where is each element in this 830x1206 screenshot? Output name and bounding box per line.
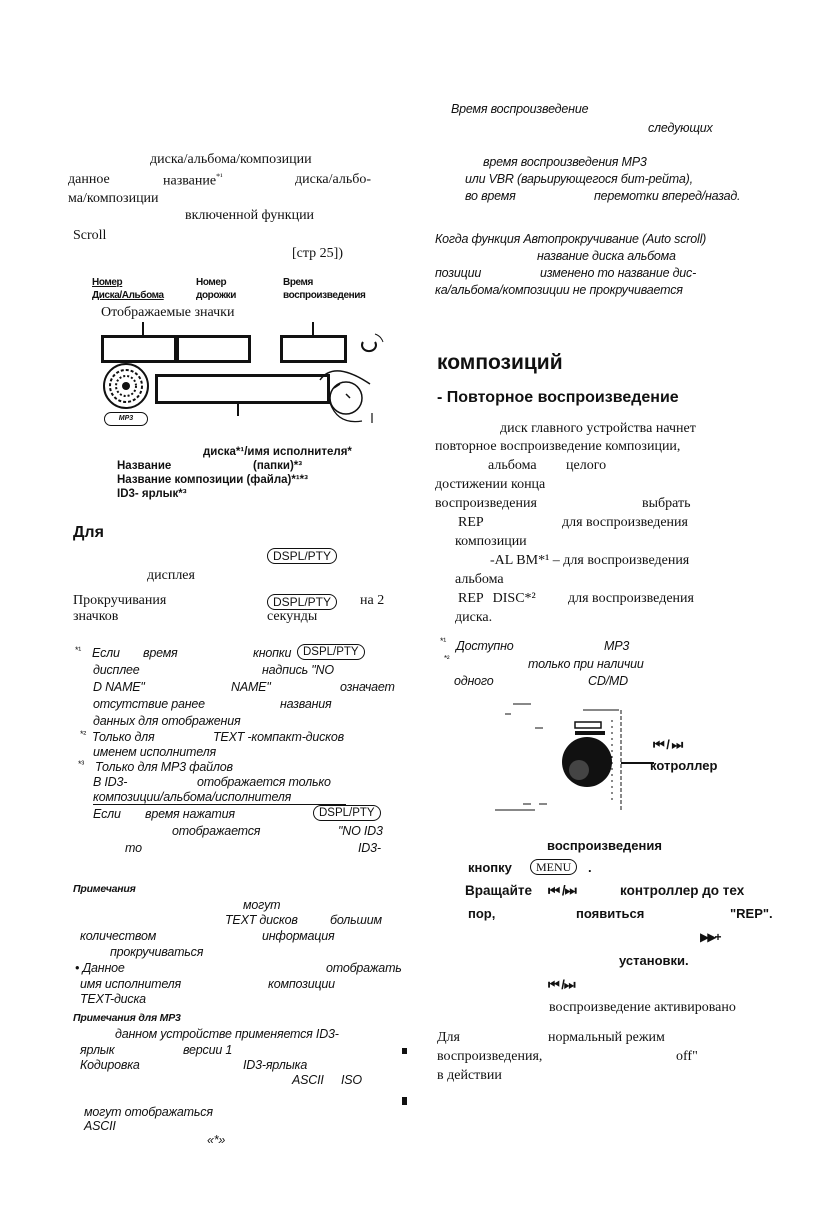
intro-line: диска/альбома/композиции — [150, 152, 312, 167]
label-play-time: Время воспроизведения — [283, 277, 366, 301]
step-text: появиться — [576, 906, 645, 921]
body-text: off" — [676, 1049, 698, 1064]
body-text: воспроизведения — [435, 496, 537, 511]
prev-next-icon: ⏮ /⏭ — [548, 977, 575, 992]
body-text: значков — [73, 609, 119, 624]
caption-id3-tag: ID3- ярлык*³ — [117, 488, 187, 500]
step-text: воспроизведение активировано — [549, 1000, 736, 1015]
note-text: Время воспроизведение — [451, 102, 589, 116]
footnote-text: "NO ID3 — [338, 824, 383, 838]
footnote-text: ID3- — [358, 841, 381, 855]
subsection-title: - Повторное воспроизведение — [437, 389, 679, 406]
repeat-option: REP DISC*² — [458, 591, 536, 606]
body-text: для воспроизведения — [562, 515, 688, 530]
dspl-pty-button[interactable]: DSPL/PTY — [297, 644, 365, 660]
intro-line: название$^{*^1}$ — [163, 172, 223, 189]
step-text: кнопку — [468, 860, 512, 875]
mp3-notes-text: «*» — [207, 1133, 226, 1147]
caption-title: Название — [117, 460, 172, 472]
page-reference: [стр 25]) — [292, 246, 343, 261]
note-text: или VBR (варьирующегося бит-рейта), — [465, 172, 693, 186]
dspl-pty-button[interactable]: DSPL/PTY — [313, 805, 381, 821]
mp3-notes-text: данном устройстве применяется ID3- — [115, 1027, 339, 1041]
footnote-text: CD/MD — [588, 674, 628, 688]
intro-line: включенной функции — [185, 208, 315, 223]
mp3-notes-text: ярлык — [80, 1043, 115, 1057]
body-text: повторное воспроизведение композиции, — [435, 439, 681, 454]
footnote-text: отображается — [172, 824, 261, 838]
footnote-text: отображается только — [197, 775, 331, 789]
mp3-notes-text: ID3-ярлыка — [243, 1058, 308, 1072]
body-text: композиции — [455, 534, 527, 549]
intro-line: данное — [68, 172, 110, 187]
notes-heading: Примечания — [73, 883, 136, 895]
repeat-option: -AL BM*¹ – для воспроизведения — [490, 553, 690, 568]
notes-text: TEXT дисков — [225, 913, 298, 927]
dspl-pty-button[interactable]: DSPL/PTY — [267, 594, 337, 610]
controller-label: котроллер — [650, 758, 718, 773]
mp3-notes-text: версии 1 — [183, 1043, 233, 1057]
notes-text: TEXT-диска — [80, 992, 146, 1006]
leader-line — [142, 322, 144, 336]
body-text: достижении конца — [435, 477, 546, 492]
caption-track-title: Название композиции (файла)*¹*³ — [117, 474, 308, 486]
control-knob-icon — [310, 358, 380, 430]
caption-disc-artist: диска*¹/имя исполнителя* — [203, 446, 352, 458]
body-text: Для — [437, 1030, 460, 1045]
label-track-number: Номер дорожки — [196, 277, 236, 301]
footnote-text: одного — [454, 674, 494, 688]
body-text: альбома — [455, 572, 504, 587]
notes-text: • Данное — [75, 961, 125, 975]
footnote-text: надпись "NO — [262, 663, 334, 677]
body-text: в действии — [437, 1068, 502, 1083]
step-text: пор, — [468, 906, 496, 921]
prev-next-icon: ⏮ / ⏭ — [653, 737, 683, 752]
body-text: дисплея — [147, 568, 195, 583]
body-text: диска. — [455, 610, 493, 625]
mp3-badge: MP3 — [104, 412, 148, 426]
notes-text: могут — [243, 898, 281, 912]
rep-indicator: "REP". — [730, 906, 773, 921]
footnote-text: В ID3- — [93, 775, 128, 789]
section-title: композиций — [437, 351, 563, 374]
margin-mark — [402, 1097, 407, 1105]
notes-text: количеством — [80, 929, 157, 943]
mp3-notes-heading: Примечания для MP3 — [73, 1012, 181, 1024]
footnote-text: Если — [93, 807, 121, 821]
repeat-option: REP — [458, 515, 484, 530]
body-text: целого — [566, 458, 607, 473]
note-text: следующих — [648, 121, 713, 135]
step-text: установки. — [619, 953, 689, 968]
body-text: выбрать — [642, 496, 691, 511]
step-text: воспроизведения — [547, 838, 662, 853]
prev-next-icon: ⏮ /⏭ — [548, 883, 576, 898]
icons-caption: Отображаемые значки — [101, 305, 235, 320]
footnote-text: то — [125, 841, 142, 855]
notes-text: имя исполнителя — [80, 977, 181, 991]
footnote-marker: *² — [444, 654, 450, 663]
intro-line: Scroll — [73, 228, 107, 243]
menu-button[interactable]: MENU — [530, 859, 577, 875]
footnote-text: MP3 — [604, 639, 630, 653]
text-display — [155, 374, 330, 404]
head-unit-illustration — [495, 700, 635, 818]
fast-forward-icon: ▶▶+ — [700, 930, 720, 944]
footnote-marker: *¹ — [75, 645, 82, 655]
footnote-text: время нажатия — [145, 807, 235, 821]
intro-line: диска/альбо- — [295, 172, 372, 187]
leader-line — [312, 322, 314, 336]
notes-text: информация — [262, 929, 335, 943]
note-text: во время — [465, 189, 516, 203]
footnote-text: Только для MP3 файлов — [95, 760, 233, 774]
section-heading: Для — [73, 524, 104, 541]
footnote-text: Доступно — [456, 639, 514, 653]
notes-text: отображать — [326, 961, 402, 975]
caption-folder: (папки)*³ — [253, 460, 303, 472]
body-text: Прокручивания — [73, 593, 167, 608]
power-icon — [355, 330, 385, 360]
body-text: альбома — [488, 458, 537, 473]
footnote-text: NAME" — [231, 680, 271, 694]
footnote-text: время — [143, 646, 178, 660]
step-text: Вращайте — [465, 883, 532, 898]
note-text: перемотки вперед/назад. — [594, 189, 741, 203]
label-disc-album: Номер Диска/Альбома — [92, 277, 164, 301]
footnote-marker: *¹ — [440, 636, 447, 646]
notes-text: большим — [330, 913, 382, 927]
footnote-text: именем исполнителя — [93, 745, 216, 759]
mp3-notes-text: ASCII — [84, 1119, 116, 1133]
note-text: Когда функция Автопрокручивание (Auto scroll) — [435, 232, 707, 246]
intro-line: ма/композиции — [68, 191, 159, 206]
mp3-notes-text: ASCII — [292, 1073, 324, 1087]
disc-icon — [100, 362, 160, 412]
body-text: для воспроизведения — [568, 591, 694, 606]
note-text: позиции — [435, 266, 482, 280]
mp3-notes-text: могут отображаться — [84, 1105, 213, 1119]
body-text: нормальный режим — [548, 1030, 665, 1045]
step-text: . — [588, 860, 592, 875]
step-text: контроллер до тех — [620, 883, 745, 898]
footnote-text: названия — [280, 697, 332, 711]
note-text: название диска альбома — [537, 249, 676, 263]
footnote-text: отсутствие ранее — [93, 697, 205, 711]
body-text: секунды — [267, 609, 318, 624]
footnote-text: Если — [92, 646, 120, 660]
footnote-text: данных для отображения — [93, 714, 241, 728]
note-text: изменено то название дис- — [540, 266, 697, 280]
disc-number-display — [101, 335, 177, 363]
notes-text: композиции — [268, 977, 335, 991]
margin-mark — [402, 1048, 407, 1054]
footnote-text: кнопки — [253, 646, 292, 660]
footnote-text: Только для — [92, 730, 155, 744]
footnote-text: только при наличии — [528, 657, 644, 671]
notes-text: прокручиваться — [110, 945, 204, 959]
note-text: ка/альбома/композиции не прокручивается — [435, 283, 683, 297]
track-number-display — [176, 335, 251, 363]
mp3-notes-text: ISO — [341, 1073, 362, 1087]
footnote-marker: *³ — [78, 759, 85, 769]
body-text: диск главного устройства начнет — [500, 421, 696, 436]
dspl-pty-button[interactable]: DSPL/PTY — [267, 548, 337, 564]
footnote-text: композиции/альбома/исполнителя — [93, 790, 346, 805]
footnote-text: дисплее — [93, 663, 140, 677]
footnote-text: означает — [340, 680, 395, 694]
body-text: воспроизведения, — [437, 1049, 543, 1064]
body-text: на 2 — [360, 593, 385, 608]
leader-line — [237, 404, 239, 416]
note-text: время воспроизведения MP3 — [483, 155, 647, 169]
mp3-notes-text: Кодировка — [80, 1058, 140, 1072]
footnote-text: D NAME" — [93, 680, 145, 694]
footnote-text: TEXT -компакт-дисков — [213, 730, 344, 744]
footnote-marker: *² — [80, 729, 87, 739]
